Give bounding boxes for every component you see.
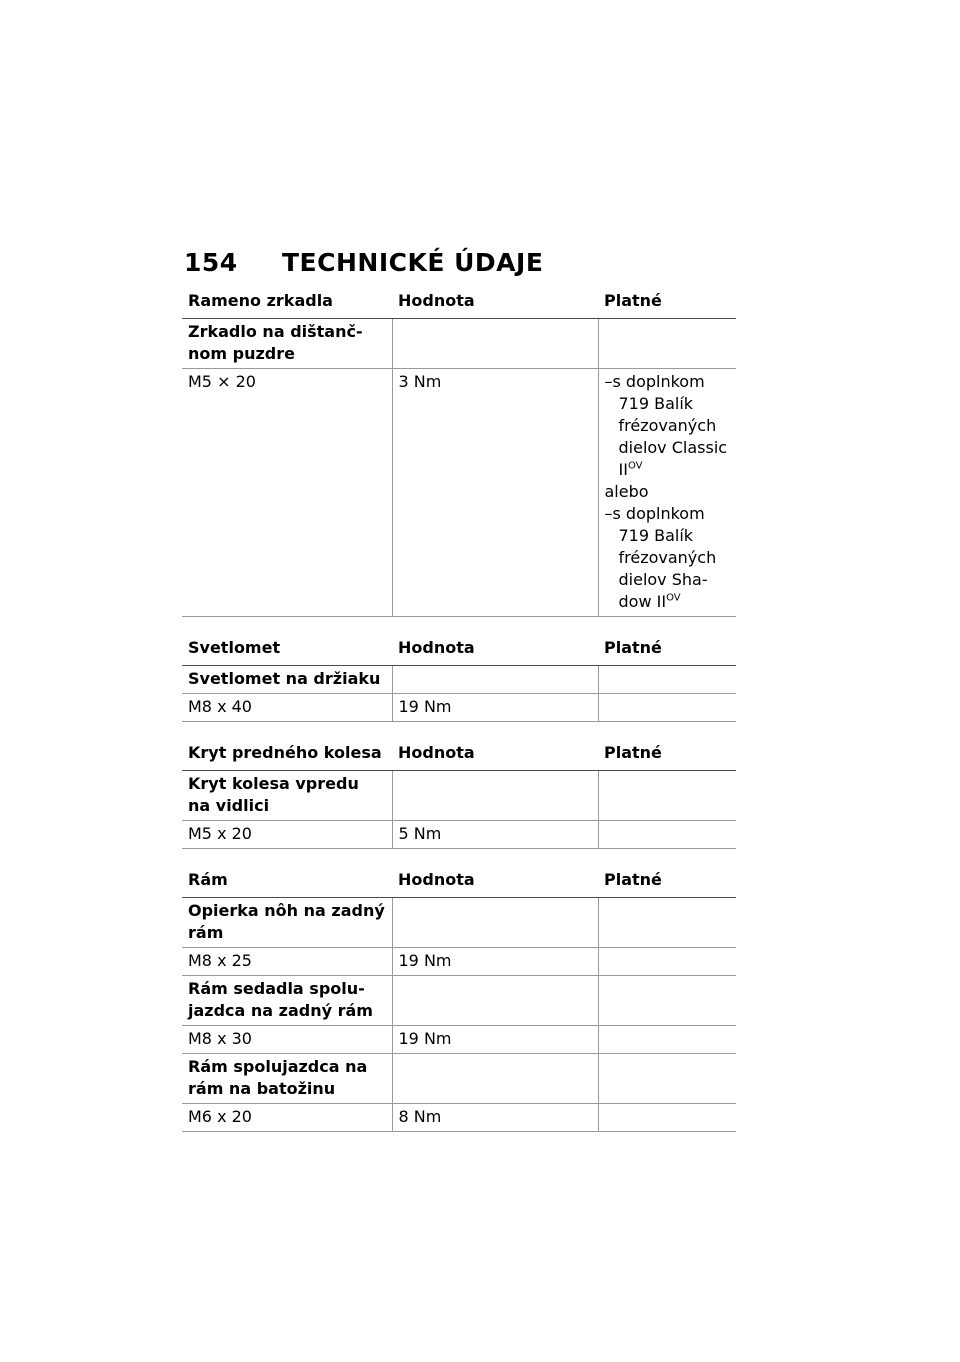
- column-header-value: Hodnota: [392, 635, 598, 666]
- table-row: [182, 1026, 736, 1054]
- empty-cell: [598, 976, 736, 1026]
- table-row: [182, 369, 736, 617]
- value-cell: 19 Nm: [392, 948, 598, 976]
- column-header-value: Hodnota: [392, 288, 598, 319]
- column-header-value: Hodnota: [392, 740, 598, 771]
- empty-cell: [392, 1054, 598, 1104]
- table-header-row: [182, 867, 736, 898]
- chapter-title: TECHNICKÉ ÚDAJE: [282, 247, 544, 277]
- column-header-applies: Platné: [598, 867, 736, 898]
- empty-cell: [392, 898, 598, 948]
- empty-cell: [598, 666, 736, 694]
- applies-cell: [598, 1026, 736, 1054]
- table-subheading-row: [182, 898, 736, 948]
- front-wheel-cover-table: [182, 740, 736, 849]
- table-subheading-row: [182, 771, 736, 821]
- part-cell: M6 x 20: [182, 1104, 392, 1132]
- table-subheading-row: [182, 319, 736, 369]
- empty-cell: [392, 319, 598, 369]
- table-header-row: [182, 635, 736, 666]
- subheading-cell: Rám sedadla spolujazdca na zadný rám: [182, 976, 392, 1026]
- table-subheading-row: [182, 976, 736, 1026]
- table-header-row: [182, 288, 736, 319]
- applies-cell: [598, 1104, 736, 1132]
- applies-cell: [598, 821, 736, 849]
- empty-cell: [598, 319, 736, 369]
- value-cell: 19 Nm: [392, 1026, 598, 1054]
- spec-content: [182, 288, 736, 1150]
- table-subheading-row: [182, 1054, 736, 1104]
- page-header: [184, 244, 543, 280]
- empty-cell: [392, 976, 598, 1026]
- part-cell: M8 x 30: [182, 1026, 392, 1054]
- optional-equipment-mark: OV: [666, 592, 681, 604]
- value-cell: 19 Nm: [392, 694, 598, 722]
- subheading-cell: Opierka nôh na zadný rám: [182, 898, 392, 948]
- column-header-part: Svetlomet: [182, 635, 392, 666]
- optional-equipment-mark: OV: [627, 460, 643, 472]
- column-header-applies: Platné: [598, 740, 736, 771]
- column-header-applies: Platné: [598, 288, 736, 319]
- applies-option-1-text: –s doplnkom 719 Balík frézovaných dielov Classic II: [604, 372, 728, 479]
- part-cell: M5 x 20: [182, 821, 392, 849]
- subheading-cell: Zrkadlo na dištančnom puzdre: [182, 319, 392, 369]
- part-cell: M8 x 25: [182, 948, 392, 976]
- applies-option-2: [605, 503, 731, 613]
- table-row: [182, 948, 736, 976]
- empty-cell: [392, 666, 598, 694]
- applies-option-2-text: –s doplnkom 719 Balík frézovaných dielov Shadow II: [604, 504, 717, 611]
- empty-cell: [392, 771, 598, 821]
- empty-cell: [598, 771, 736, 821]
- column-header-applies: Platné: [598, 635, 736, 666]
- page-number: 154: [184, 247, 238, 277]
- column-header-part: Rameno zrkadla: [182, 288, 392, 319]
- applies-option-1: [605, 371, 731, 481]
- applies-separator: alebo: [604, 482, 649, 501]
- column-header-part: Rám: [182, 867, 392, 898]
- table-row: [182, 694, 736, 722]
- value-cell: 3 Nm: [392, 369, 598, 617]
- applies-cell: [598, 948, 736, 976]
- table-subheading-row: [182, 666, 736, 694]
- column-header-part: Kryt predného kolesa: [182, 740, 392, 771]
- applies-cell: [598, 369, 736, 617]
- headlight-table: [182, 635, 736, 722]
- table-header-row: [182, 740, 736, 771]
- table-row: [182, 1104, 736, 1132]
- subheading-cell: Kryt kolesa vpredu na vidlici: [182, 771, 392, 821]
- subheading-cell: Rám spolujazdca na rám na batožinu: [182, 1054, 392, 1104]
- table-row: [182, 821, 736, 849]
- column-header-value: Hodnota: [392, 867, 598, 898]
- value-cell: 8 Nm: [392, 1104, 598, 1132]
- part-cell: M5 × 20: [182, 369, 392, 617]
- frame-table: [182, 867, 736, 1132]
- mirror-arm-table: [182, 288, 736, 617]
- part-cell: M8 x 40: [182, 694, 392, 722]
- empty-cell: [598, 1054, 736, 1104]
- empty-cell: [598, 898, 736, 948]
- subheading-cell: Svetlomet na držiaku: [182, 666, 392, 694]
- applies-cell: [598, 694, 736, 722]
- value-cell: 5 Nm: [392, 821, 598, 849]
